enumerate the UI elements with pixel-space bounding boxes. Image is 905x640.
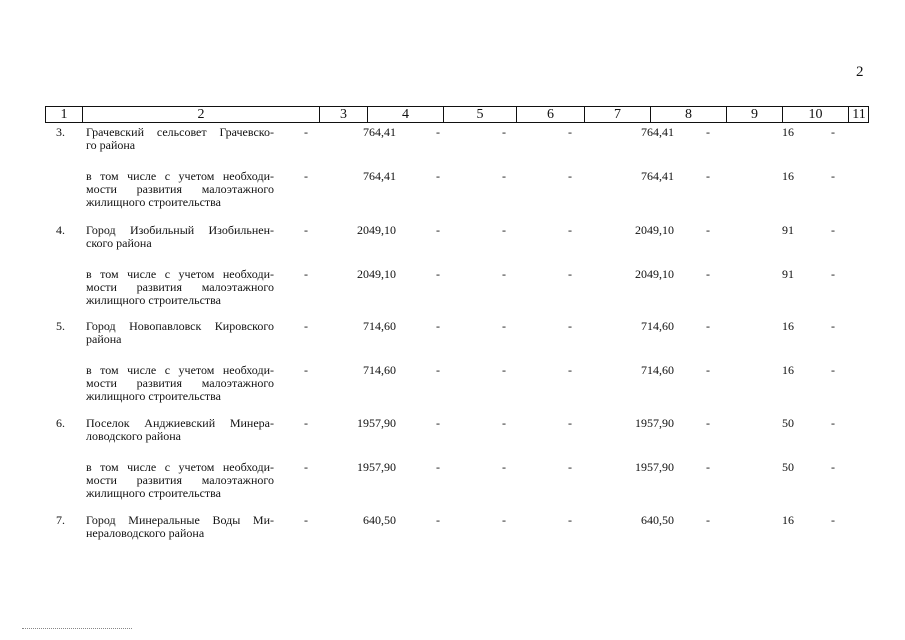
cell-c3: -	[304, 267, 308, 281]
header-col-9: 9	[726, 107, 782, 122]
cell-c3: -	[304, 363, 308, 377]
row-name: в том числе с учетом необходи- мости развития малоэтажного жилищного строительства	[86, 267, 274, 307]
page-number: 2	[856, 64, 864, 80]
cell-c5: -	[436, 223, 440, 237]
cell-c11: -	[831, 513, 835, 527]
cell-c5: -	[436, 460, 440, 474]
row-name: в том числе с учетом необходи- мости развития малоэтажного жилищного строительства	[86, 169, 274, 209]
cell-c11: -	[831, 169, 835, 183]
cell-c7: -	[568, 363, 572, 377]
row-number: 7.	[56, 513, 65, 527]
cell-c9: -	[706, 319, 710, 333]
row-name: Город Изобильный Изобильнен- ского района	[86, 223, 274, 250]
cell-c3: -	[304, 513, 308, 527]
cell-c3: -	[304, 416, 308, 430]
cell-c11: -	[831, 319, 835, 333]
cell-c9: -	[706, 267, 710, 281]
cell-c9: -	[706, 363, 710, 377]
cell-c8: 2049,10	[635, 223, 674, 237]
cell-c8: 714,60	[641, 319, 674, 333]
cell-c9: -	[706, 169, 710, 183]
cell-c3: -	[304, 460, 308, 474]
cell-c6: -	[502, 319, 506, 333]
cell-c10: 50	[782, 460, 794, 474]
row-name: в том числе с учетом необходи- мости развития малоэтажного жилищного строительства	[86, 460, 274, 500]
cell-c10: 50	[782, 416, 794, 430]
header-col-11: 11	[848, 107, 869, 122]
cell-c11: -	[831, 460, 835, 474]
cell-c9: -	[706, 223, 710, 237]
header-col-1: 1	[60, 106, 68, 122]
cell-c4: 1957,90	[357, 416, 396, 430]
cell-c4: 1957,90	[357, 460, 396, 474]
cell-c4: 714,60	[363, 363, 396, 377]
row-name: Город Новопавловск Кировского района	[86, 319, 274, 346]
cell-c7: -	[568, 267, 572, 281]
cell-c10: 91	[782, 223, 794, 237]
cell-c6: -	[502, 460, 506, 474]
cell-c10: 91	[782, 267, 794, 281]
cell-c11: -	[831, 416, 835, 430]
cell-c4: 764,41	[363, 169, 396, 183]
row-number: 3.	[56, 125, 65, 139]
header-col-10: 10	[782, 107, 848, 122]
cell-c8: 764,41	[641, 125, 674, 139]
cell-c3: -	[304, 125, 308, 139]
cell-c3: -	[304, 169, 308, 183]
cell-c9: -	[706, 125, 710, 139]
cell-c11: -	[831, 363, 835, 377]
cell-c5: -	[436, 416, 440, 430]
header-col-2: 2	[82, 107, 319, 122]
cell-c11: -	[831, 125, 835, 139]
cell-c5: -	[436, 319, 440, 333]
cell-c6: -	[502, 416, 506, 430]
cell-c4: 2049,10	[357, 267, 396, 281]
cell-c10: 16	[782, 513, 794, 527]
header-col-7: 7	[584, 107, 650, 122]
cell-c6: -	[502, 267, 506, 281]
cell-c6: -	[502, 513, 506, 527]
cell-c10: 16	[782, 169, 794, 183]
cell-c8: 640,50	[641, 513, 674, 527]
cell-c11: -	[831, 267, 835, 281]
row-number: 4.	[56, 223, 65, 237]
cell-c6: -	[502, 363, 506, 377]
cell-c4: 714,60	[363, 319, 396, 333]
cell-c10: 16	[782, 363, 794, 377]
cell-c9: -	[706, 416, 710, 430]
row-name: в том числе с учетом необходи- мости развития малоэтажного жилищного строительства	[86, 363, 274, 403]
cell-c7: -	[568, 319, 572, 333]
cell-c4: 2049,10	[357, 223, 396, 237]
table-header	[45, 106, 869, 123]
cell-c7: -	[568, 169, 572, 183]
cell-c7: -	[568, 223, 572, 237]
cell-c3: -	[304, 223, 308, 237]
header-col-4: 4	[367, 107, 443, 122]
row-number: 6.	[56, 416, 65, 430]
cell-c11: -	[831, 223, 835, 237]
cell-c7: -	[568, 513, 572, 527]
cell-c7: -	[568, 416, 572, 430]
row-name: Грачевский сельсовет Грачевско- го района	[86, 125, 274, 152]
header-col-8: 8	[650, 107, 726, 122]
cell-c8: 1957,90	[635, 460, 674, 474]
cell-c6: -	[502, 223, 506, 237]
cell-c6: -	[502, 169, 506, 183]
cell-c8: 2049,10	[635, 267, 674, 281]
footer-rule	[22, 628, 132, 629]
cell-c8: 1957,90	[635, 416, 674, 430]
cell-c4: 764,41	[363, 125, 396, 139]
cell-c7: -	[568, 460, 572, 474]
cell-c5: -	[436, 125, 440, 139]
cell-c8: 714,60	[641, 363, 674, 377]
header-col-6: 6	[516, 107, 584, 122]
cell-c6: -	[502, 125, 506, 139]
cell-c5: -	[436, 363, 440, 377]
cell-c10: 16	[782, 319, 794, 333]
header-col-3: 3	[319, 107, 367, 122]
cell-c5: -	[436, 513, 440, 527]
row-number: 5.	[56, 319, 65, 333]
row-name: Город Минеральные Воды Ми- нераловодского района	[86, 513, 274, 540]
cell-c8: 764,41	[641, 169, 674, 183]
cell-c7: -	[568, 125, 572, 139]
row-name: Поселок Анджиевский Минера- ловодского района	[86, 416, 274, 443]
header-col-5: 5	[443, 107, 516, 122]
cell-c3: -	[304, 319, 308, 333]
cell-c5: -	[436, 169, 440, 183]
cell-c5: -	[436, 267, 440, 281]
cell-c4: 640,50	[363, 513, 396, 527]
cell-c9: -	[706, 513, 710, 527]
cell-c10: 16	[782, 125, 794, 139]
cell-c9: -	[706, 460, 710, 474]
